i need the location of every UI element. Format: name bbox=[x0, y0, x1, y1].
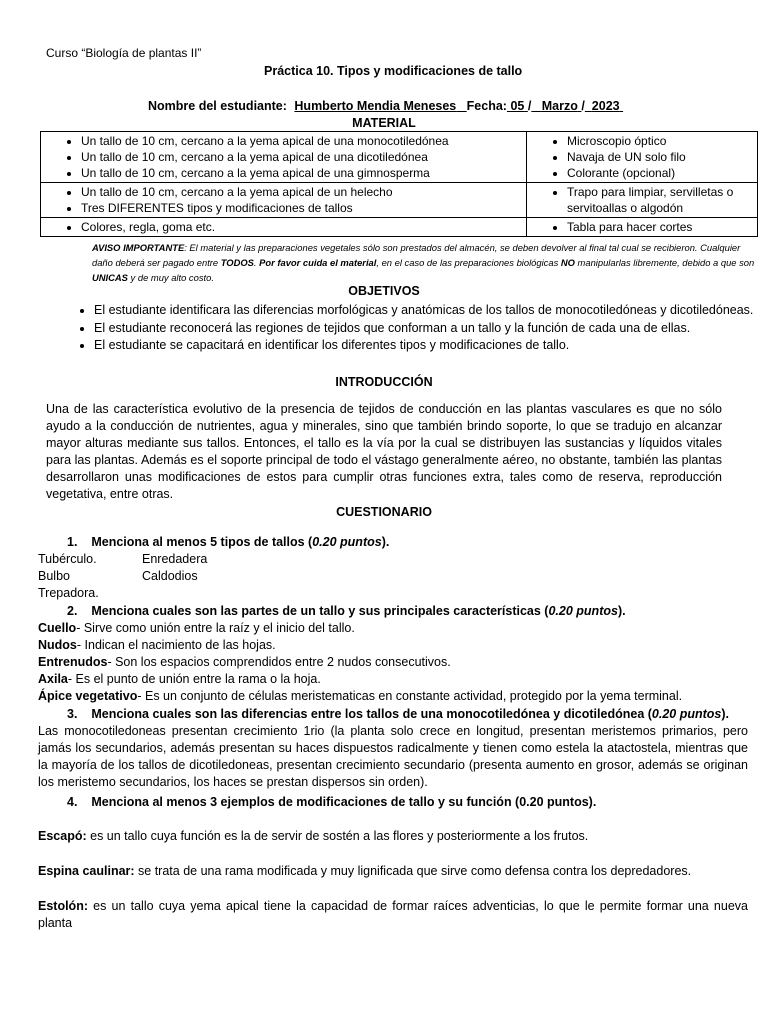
answer-term: Espina caulinar: bbox=[38, 864, 135, 878]
material-item: • Un tallo de 10 cm, cercano a la yema apical de una gimnosperma bbox=[81, 165, 522, 181]
material-item: • Un tallo de 10 cm, cercano a la yema apical de una monocotiledónea bbox=[81, 133, 522, 149]
question-number: 2. bbox=[67, 604, 78, 618]
question-text: Menciona cuales son las partes de un tallo y sus principales características ( bbox=[91, 604, 549, 618]
question-number: 1. bbox=[67, 535, 78, 549]
question-text: ). bbox=[617, 604, 626, 618]
answer-term: Axila bbox=[38, 672, 68, 686]
answer-paragraph: Las monocotiledoneas presentan crecimiento 1rio (la planta solo crece en longitud, presentan meristemos primarios, pero jamás los secundarios, además presentan su haces dispuestos radicalmente y tienen como estela la atactostela, mientras que la mayoría de los tallos de dicotiledoneas, presentan crecimiento secundario (presenta aumento en grosor, además se originan los meristemo secundarios, los haces se prestan dispersos sin orden). bbox=[38, 724, 748, 789]
objective-item: • El estudiante reconocerá las regiones de tejidos que conforman a un tallo y la función de cada una de ellas. bbox=[94, 320, 768, 338]
material-cell-left bbox=[41, 183, 527, 218]
material-cell-right bbox=[527, 132, 758, 183]
answer-term: Cuello bbox=[38, 621, 77, 635]
answer-item bbox=[38, 654, 451, 671]
answer-term: Entrenudos bbox=[38, 655, 108, 669]
material-item: • Colorante (opcional) bbox=[567, 165, 753, 181]
question-text: Menciona cuales son las diferencias entre los tallos de una monocotiledónea y dicotiledónea ( bbox=[91, 707, 652, 721]
notice-text: y de muy alto costo. bbox=[127, 272, 214, 283]
material-item: • Tres DIFERENTES tipos y modificaciones de tallos bbox=[81, 200, 522, 216]
material-item: • Un tallo de 10 cm, cercano a la yema apical de un helecho bbox=[81, 184, 522, 200]
material-table bbox=[40, 131, 758, 237]
answer-item: Trepadora. bbox=[38, 586, 99, 600]
question-text: Menciona al menos 5 tipos de tallos ( bbox=[91, 535, 313, 549]
answer-definition: - Sirve como unión entre la raíz y el inicio del tallo. bbox=[76, 621, 355, 635]
material-item: • Colores, regla, goma etc. bbox=[81, 219, 522, 235]
student-label: Nombre del estudiante: bbox=[148, 99, 287, 113]
answer-item bbox=[38, 688, 682, 705]
objectives-heading: OBJETIVOS bbox=[348, 284, 420, 298]
objective-item: • El estudiante se capacitará en identificar los diferentes tipos y modificaciones de tallo. bbox=[94, 337, 768, 355]
answer-definition: es un tallo cuya función es la de servir de sostén a las flores y posteriormente a los frutos. bbox=[86, 829, 589, 843]
notice-text: : El material y las preparaciones vegetales sólo son prestados del almacén, se deben devolver al final tal cual se recibieron. Cualquier daño deberá ser pagado entre bbox=[92, 242, 741, 268]
question-number: 3. bbox=[67, 707, 78, 721]
notice-text: , en el caso de las preparaciones biológicas bbox=[376, 257, 561, 268]
material-row bbox=[41, 132, 758, 183]
material-item: • Microscopio óptico bbox=[567, 133, 753, 149]
answer-item bbox=[38, 828, 588, 845]
answer-item: Caldodios bbox=[142, 569, 198, 583]
answer-item: Tubérculo. bbox=[38, 552, 97, 566]
date-year: 2023 bbox=[591, 99, 620, 113]
answer-item bbox=[38, 898, 748, 932]
answer-definition: - Indican el nacimiento de las hojas. bbox=[76, 638, 276, 652]
answer-term: Escapó: bbox=[38, 829, 87, 843]
question-3 bbox=[67, 706, 729, 723]
introduction-heading: INTRODUCCIÓN bbox=[335, 375, 433, 389]
material-cell-right bbox=[527, 183, 758, 218]
material-cell-right bbox=[527, 218, 758, 237]
answer-definition: es un tallo cuya yema apical tiene la capacidad de formar raíces adventicias, lo que le permite formar una nueva planta bbox=[38, 899, 748, 930]
answer-item bbox=[38, 620, 355, 637]
notice-text: manipularlas libremente, debido a que son bbox=[574, 257, 755, 268]
date-month: Marzo bbox=[541, 99, 578, 113]
important-notice bbox=[92, 240, 757, 285]
introduction-paragraph: Una de las característica evolutivo de la presencia de tejidos de conducción en las plantas vasculares es que no sólo ayudo a la conducción de nutrientes, agua y minerales, sino que también brindo soporte, lo que se tradujo en alcanzar mayor alturas mediante sus tallos. Entonces, el tallo es la vía por la cual se distribuyen las sustancias y líquidos vitales para las plantas. Además es el soporte principal de todo el vástago generalmente aéreo, no obstante, también las plantas desarrollaron unas modificaciones de estos para cumplir otras funciones extra, tales como de reserva, reproducción vegetativa, entre otras. bbox=[46, 402, 722, 501]
answer-item: Bulbo bbox=[38, 569, 70, 583]
question-text: ). bbox=[381, 535, 390, 549]
notice-emphasis: UNICAS bbox=[92, 272, 128, 283]
question-points: 0.20 puntos bbox=[548, 604, 618, 618]
answer-term: Ápice vegetativo bbox=[38, 689, 138, 703]
material-cell-left bbox=[41, 218, 527, 237]
questionnaire-heading: CUESTIONARIO bbox=[336, 505, 432, 519]
practice-title: Práctica 10. Tipos y modificaciones de tallo bbox=[264, 64, 523, 78]
course-title: Curso “Biología de plantas II” bbox=[46, 46, 202, 60]
answer-definition: - Es un conjunto de células meristematicas en constante actividad, protegido por la yema terminal. bbox=[137, 689, 683, 703]
question-4 bbox=[67, 794, 596, 811]
date-label: Fecha: bbox=[466, 99, 507, 113]
notice-emphasis: TODOS bbox=[220, 257, 254, 268]
answer-item bbox=[38, 863, 691, 880]
question-text: ). bbox=[721, 707, 730, 721]
material-cell-left bbox=[41, 132, 527, 183]
material-row bbox=[41, 183, 758, 218]
answer-term: Nudos bbox=[38, 638, 77, 652]
question-points: 0.20 puntos bbox=[651, 707, 722, 721]
material-item: • Tabla para hacer cortes bbox=[567, 219, 753, 235]
objective-item: • El estudiante identificara las diferencias morfológicas y anatómicas de los tallos de monocotiledóneas y dicotiledóneas. bbox=[94, 302, 768, 320]
material-item: • Navaja de UN solo filo bbox=[567, 149, 753, 165]
answer-item bbox=[38, 671, 321, 688]
question-number: 4. bbox=[67, 795, 78, 809]
answer-definition: - Son los espacios comprendidos entre 2 nudos consecutivos. bbox=[107, 655, 451, 669]
answer-definition: se trata de una rama modificada y muy lignificada que sirve como defensa contra los depredadores. bbox=[134, 864, 692, 878]
notice-emphasis: Por favor cuida el material bbox=[259, 257, 377, 268]
notice-emphasis: NO bbox=[560, 257, 575, 268]
objectives-list bbox=[40, 302, 768, 355]
date-day: 05 bbox=[510, 99, 525, 113]
answer-item bbox=[38, 637, 276, 654]
answer-definition: - Es el punto de unión entre la rama o la hoja. bbox=[67, 672, 321, 686]
notice-text: . bbox=[253, 257, 260, 268]
answer-term: Estolón: bbox=[38, 899, 88, 913]
material-row bbox=[41, 218, 758, 237]
material-heading: MATERIAL bbox=[352, 116, 416, 130]
answer-item: Enredadera bbox=[142, 552, 208, 566]
question-points: 0.20 puntos bbox=[312, 535, 382, 549]
student-name: Humberto Mendia Meneses bbox=[294, 99, 457, 113]
question-2 bbox=[67, 603, 626, 620]
material-item: • Trapo para limpiar, servilletas o servitoallas o algodón bbox=[567, 184, 753, 216]
question-1 bbox=[67, 534, 389, 551]
material-item: • Un tallo de 10 cm, cercano a la yema apical de una dicotiledónea bbox=[81, 149, 522, 165]
notice-label: AVISO IMPORTANTE bbox=[92, 242, 185, 253]
student-line: Nombre del estudiante: Humberto Mendia Meneses Fecha: 05 / Marzo / 2023 bbox=[148, 99, 620, 113]
question-text: Menciona al menos 3 ejemplos de modificaciones de tallo y su función (0.20 puntos). bbox=[91, 795, 597, 809]
